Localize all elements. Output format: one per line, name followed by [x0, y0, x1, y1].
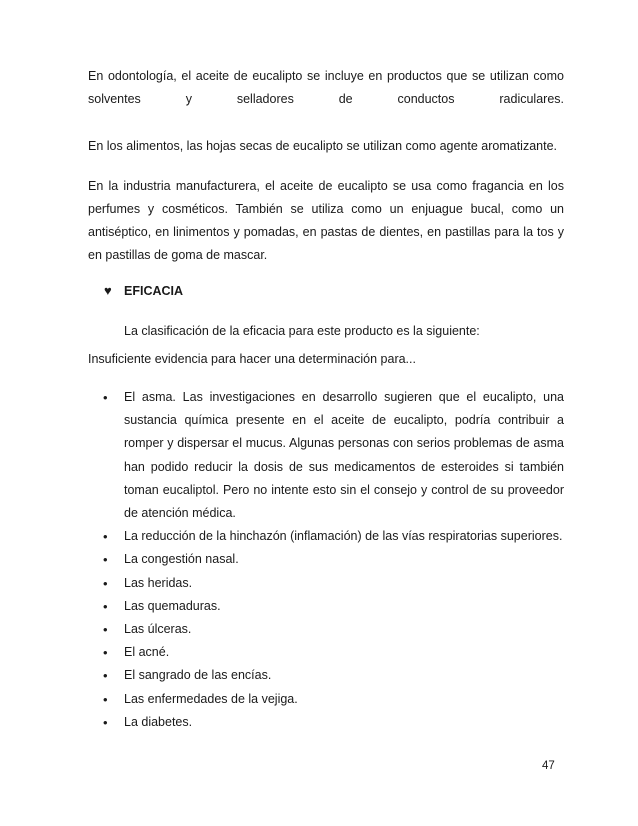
heart-bullet-icon: ♥: [104, 283, 112, 298]
list-item: [88, 711, 564, 734]
paragraph-alimentos: En los alimentos, las hojas secas de eucalipto se utilizan como agente aromatizante.: [88, 139, 558, 153]
efficacy-list: [88, 386, 564, 734]
bullet-dot-icon: •: [103, 714, 108, 730]
list-item-text: El asma. Las investigaciones en desarrollo sugieren que el eucalipto, una sustancia química presente en el aceite de eucalipto, podría contribuir a romper y dispersar el mucus. Algunas personas con serios problemas de asma han podido reducir la dosis de sus medicamentos de esteroides si también toman eucaliptol. Pero no intente esto sin el consejo y control de su proveedor de atención médica.: [124, 390, 564, 521]
list-item: [88, 664, 564, 687]
list-item-text: Las quemaduras.: [124, 598, 221, 613]
bullet-dot-icon: •: [103, 529, 108, 545]
list-item: [88, 525, 564, 548]
bullet-dot-icon: •: [103, 390, 108, 405]
list-item-text: Las heridas.: [124, 575, 193, 590]
page-number: 47: [542, 760, 555, 772]
paragraph-industria: En la industria manufacturera, el aceite de eucalipto se usa como fragancia en los perfumes y cosméticos. También se utiliza como un enjuague bucal, como un antiséptico, en linimentos y pomadas, en pastas de dientes, en pastillas para la tos y en pastillas de goma de mascar.: [88, 179, 564, 262]
list-item: [88, 572, 564, 595]
paragraph-odontologia: En odontología, el aceite de eucalipto se incluye en productos que se utilizan como solventes y selladores de conductos radiculares.: [88, 69, 564, 106]
section-lead: Insuficiente evidencia para hacer una determinación para...: [88, 352, 416, 366]
list-item: [88, 688, 564, 711]
list-item-text: La diabetes.: [124, 714, 193, 729]
bullet-dot-icon: •: [103, 598, 108, 614]
bullet-dot-icon: •: [103, 645, 108, 661]
list-item: [88, 548, 564, 571]
section-heading: [104, 279, 183, 303]
section-title: EFICACIA: [124, 284, 184, 298]
list-item-text: Las enfermedades de la vejiga.: [124, 691, 298, 706]
list-item-text: La reducción de la hinchazón (inflamación) de las vías respiratorias superiores.: [124, 529, 563, 544]
list-item-text: El sangrado de las encías.: [124, 668, 272, 683]
bullet-dot-icon: •: [103, 552, 108, 568]
bullet-dot-icon: •: [103, 668, 108, 684]
list-item: [88, 618, 564, 641]
list-item-text: El acné.: [124, 645, 170, 660]
list-item: [88, 595, 564, 618]
section-intro: La clasificación de la eficacia para este producto es la siguiente:: [124, 324, 480, 338]
list-item: [88, 641, 564, 664]
list-item-text: La congestión nasal.: [124, 552, 239, 567]
list-item: [88, 386, 564, 525]
bullet-dot-icon: •: [103, 691, 108, 707]
bullet-dot-icon: •: [103, 622, 108, 638]
list-item-text: Las úlceras.: [124, 622, 192, 637]
bullet-dot-icon: •: [103, 575, 108, 591]
